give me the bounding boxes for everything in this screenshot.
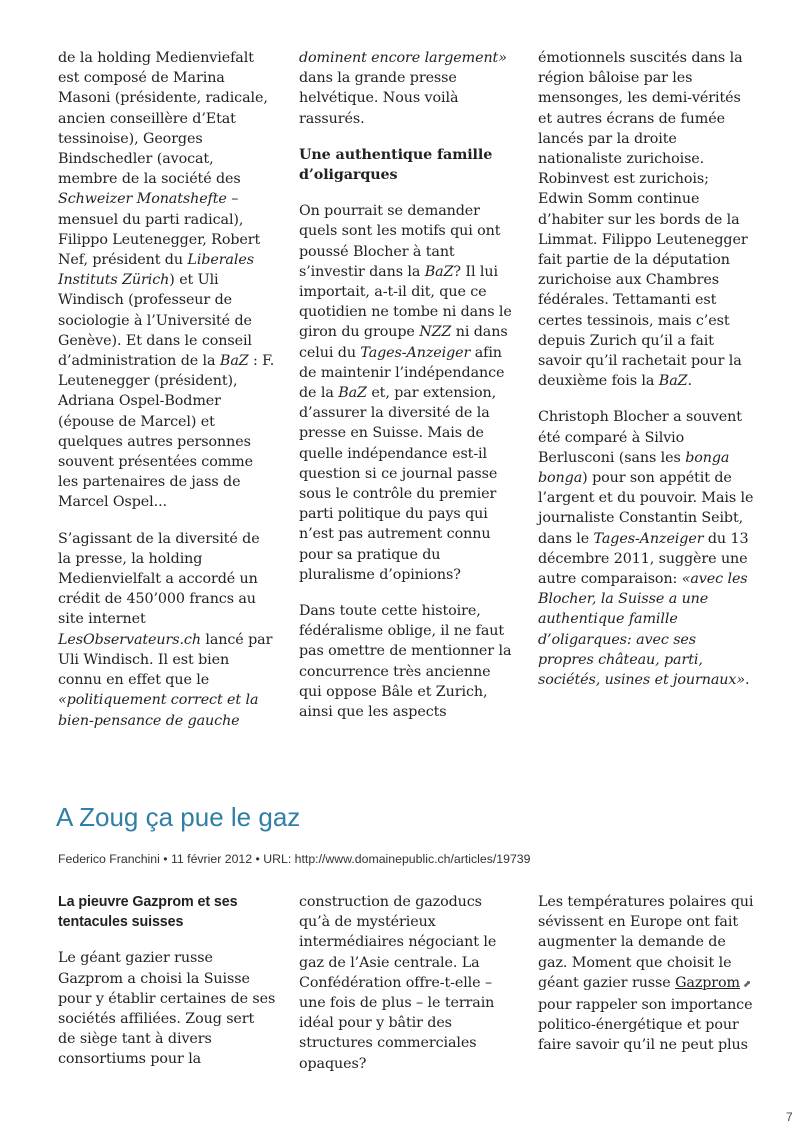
paragraph: Dans toute cette histoire, fédéralisme oblige, il ne faut pas omettre de mentionner la concurrence très ancienne qui oppose Bâle et Zurich, ainsi que les aspects [299,603,512,721]
lower-column-1 [58,892,276,1070]
paragraph: Le géant gazier russe Gazprom a choisi la Suisse pour y établir certaines de ses sociétés affiliées. Zoug sert de siège tant à divers consortiums pour la [58,950,276,1068]
article-byline: Federico Franchini • 11 février 2012 • URL: http://www.domainepublic.ch/articles/19739 [58,852,531,866]
page-number: 7 [786,1110,793,1124]
external-link-icon[interactable]: ⬈ [743,978,752,990]
upper-column-2 [299,48,513,722]
paragraph: émotionnels suscités dans la région bâloise par les mensonges, les demi-vérités et autres écrans de fumée lancés par la droite nationaliste zurichoise. Robinvest est zurichois; Edwin Somm continue d’habiter sur les bords de la Limmat. Filippo Leutenegger fait partie de la députation zurichoise aux Chambres fédérales. Tettamanti est certes tessinois, mais c’est depuis Zurich qu’il a fait savoir qu’il rachetait pour la deuxième fois la BaZ. [538,50,748,390]
section-heading: Une authentique famille d’oligarques [299,146,493,184]
paragraph: Christoph Blocher a souvent été comparé à Silvio Berlusconi (sans les bonga bonga) pour son appétit de l’argent et du pouvoir. Mais le journaliste Constantin Seibt, dans le Tages-Anzeiger du 13 décembre 2011, suggère une autre comparaison: «avec les Blocher, la Suisse a une authentique famille d’oligarques: avec ses propres château, parti, sociétés, usines et journaux». [538,409,754,689]
paragraph: S’agissant de la diversité de la presse, la holding Medienvielfalt a accordé un crédit de 450’000 francs au site internet LesObservateurs.ch lancé par Uli Windisch. Il est bien connu en effet que le «politiquement correct et la bien-pensance de gauche [58,530,273,729]
lower-column-3 [538,892,758,1056]
article-title: A Zoug ça pue le gaz [56,802,301,832]
upper-column-1 [58,48,276,731]
lower-column-2 [299,892,513,1074]
gazprom-link[interactable]: Gazprom [675,974,741,991]
paragraph: de la holding Medienviefalt est composé de Marina Masoni (présidente, radicale, ancien conseillère d’Etat tessinoise), Georges Bindschedler (avocat, membre de la société des Schweizer Monatshefte – mensuel du parti radical), Filippo Leutenegger, Robert Nef, président du Liberales Instituts Zürich) et Uli Windisch (professeur de sociologie à l’Université de Genève). Et dans le conseil d’administration de la BaZ : F. Leutenegger (président), Adriana Ospel-Bodmer (épouse de Marcel) et quelques autres personnes souvent présentées comme les partenaires de jass de Marcel Ospel... [58,50,275,511]
paragraph: Les températures polaires qui sévissent en Europe ont fait augmenter la demande de gaz. Moment que choisit le géant gazier russe Gazprom ⬈ pour rappeler son importance politico-énergétique et pour faire savoir qu’il ne peut plus [538,894,754,1054]
paragraph: dominent encore largement» dans la grande presse helvétique. Nous voilà rassurés. [299,50,507,127]
paragraph: On pourrait se demander quels sont les motifs qui ont poussé Blocher à tant s’investir dans la BaZ? Il lui importait, a-t-il dit, que ce quotidien ne tombe ni dans le giron du groupe NZZ ni dans celui du Tages-Anzeiger afin de maintenir l’indépendance de la BaZ et, par extension, d’assurer la diversité de la presse en Suisse. Mais de quelle indépendance est-il question si ce journal passe sous le contrôle du premier parti politique du pays qui n’est pas autrement connu pour sa pratique du pluralisme d’opinions? [299,203,512,583]
section-heading: La pieuvre Gazprom et ses tentacules suisses [58,894,238,931]
paragraph: construction de gazoducs qu’à de mystérieux intermédiaires négociant le gaz de l’Asie centrale. La Confédération offre-t-elle – une fois de plus – le terrain idéal pour y bâtir des structures commerciales opaques? [299,894,497,1072]
upper-column-3 [538,48,756,690]
